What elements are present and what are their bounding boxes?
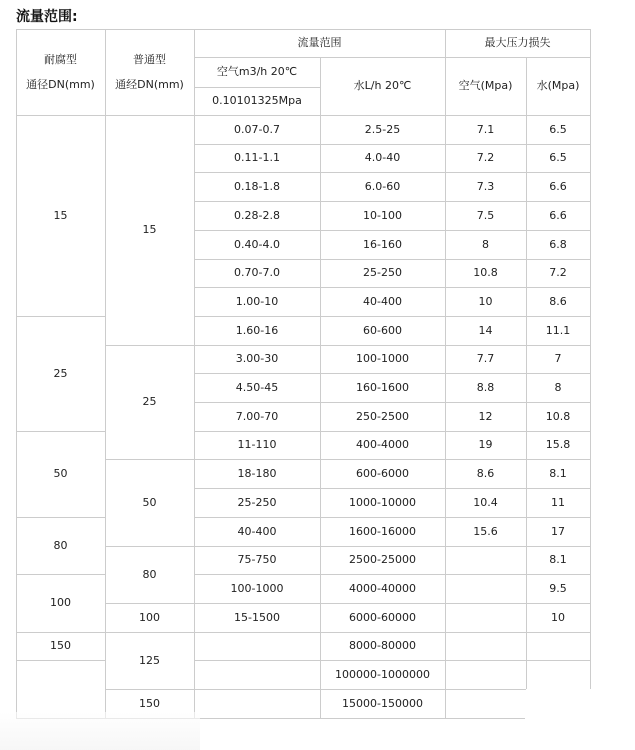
air-flow-cell: 1.00-10 [235, 294, 279, 308]
grid-line [445, 29, 446, 115]
air-flow-cell: 100-1000 [230, 581, 284, 595]
air-loss-cell: 7.1 [476, 122, 495, 136]
bottom-shadow [0, 712, 200, 750]
normal-dn-cell: 80 [142, 567, 157, 581]
water-loss-cell: 6.5 [549, 122, 567, 136]
air-loss-cell: 7.5 [476, 208, 495, 222]
water-loss-cell: 15.8 [545, 438, 571, 452]
water-loss-cell: 8.1 [549, 553, 567, 567]
header-normal-dn [105, 29, 194, 115]
normal-dn-cell: 50 [142, 495, 157, 509]
header-label: 通经DN(mm) [115, 78, 184, 91]
header-water-unit: 水L/h 20℃ [353, 79, 412, 93]
water-loss-cell: 7.2 [549, 266, 567, 280]
air-loss-cell: 19 [478, 438, 493, 452]
water-loss-cell: 7 [554, 352, 562, 366]
corrosion-dn-cell [16, 660, 105, 718]
water-loss-cell: 8 [554, 380, 562, 394]
water-flow-cell: 25-250 [363, 266, 402, 280]
water-flow-cell: 60-600 [363, 323, 402, 337]
water-flow-cell: 4.0-40 [364, 151, 401, 165]
header-label: 耐腐型 [44, 52, 77, 66]
grid-line [194, 230, 591, 231]
grid-line [445, 115, 446, 718]
water-flow-cell: 6.0-60 [364, 179, 401, 193]
header-flow-range: 流量范围 [297, 36, 342, 50]
air-flow-cell: 75-750 [237, 553, 277, 567]
water-flow-cell: 2500-25000 [349, 553, 416, 567]
water-loss-cell: 10 [551, 610, 565, 624]
air-flow-cell: 18-180 [237, 466, 277, 480]
air-loss-cell [445, 574, 526, 603]
air-loss-cell: 8.8 [476, 380, 495, 394]
air-loss-cell: 10.4 [473, 495, 498, 509]
air-loss-cell [445, 546, 526, 574]
air-loss-cell: 10 [478, 294, 493, 308]
water-flow-cell: 1000-10000 [349, 495, 416, 509]
air-loss-cell: 8.6 [476, 466, 495, 480]
air-flow-cell [194, 632, 320, 660]
header-air-mpa: 空气(Mpa) [458, 79, 513, 93]
air-flow-cell: 25-250 [237, 495, 277, 509]
header-label: 普通型 [133, 52, 166, 66]
normal-dn-cell: 100 [139, 610, 160, 624]
grid-line [526, 57, 527, 115]
air-flow-cell: 0.28-2.8 [234, 208, 280, 222]
header-air-unit: 空气m3/h 20℃ [216, 65, 298, 79]
normal-dn-cell: 15 [142, 223, 157, 237]
grid-line [194, 87, 320, 88]
water-flow-cell: 16-160 [363, 237, 402, 251]
water-loss-cell: 6.5 [549, 151, 567, 165]
air-flow-cell: 7.00-70 [235, 409, 279, 423]
corrosion-dn-cell: 150 [50, 639, 71, 653]
water-flow-cell: 4000-40000 [349, 581, 416, 595]
water-loss-cell: 6.8 [549, 237, 567, 251]
air-flow-cell: 4.50-45 [235, 380, 279, 394]
water-flow-cell: 10-100 [363, 208, 402, 222]
water-flow-cell: 160-1600 [356, 380, 409, 394]
corrosion-dn-cell: 80 [53, 538, 68, 552]
water-loss-cell: 17 [551, 524, 565, 538]
corrosion-dn-cell: 15 [53, 208, 68, 222]
water-flow-cell: 15000-150000 [342, 696, 423, 710]
air-loss-cell: 7.2 [476, 151, 495, 165]
grid-line [16, 115, 17, 718]
air-flow-cell: 0.18-1.8 [234, 179, 280, 193]
air-loss-cell: 14 [478, 323, 493, 337]
air-flow-cell [194, 660, 320, 689]
air-flow-cell: 0.07-0.7 [234, 122, 280, 136]
water-loss-cell: 8.6 [549, 294, 567, 308]
water-loss-cell [526, 632, 590, 660]
air-loss-cell: 10.8 [473, 266, 498, 280]
water-flow-cell: 600-6000 [356, 466, 409, 480]
air-loss-cell [445, 632, 526, 660]
water-flow-cell: 400-4000 [356, 438, 409, 452]
corrosion-dn-cell: 100 [50, 596, 71, 610]
air-flow-cell: 0.70-7.0 [234, 266, 280, 280]
corrosion-dn-cell: 25 [53, 366, 68, 380]
air-loss-cell [445, 660, 526, 689]
grid-line [590, 29, 591, 115]
normal-dn-cell: 150 [139, 696, 160, 710]
header-label: 通径DN(mm) [26, 78, 95, 91]
air-flow-cell: 15-1500 [234, 610, 280, 624]
water-loss-cell: 11.1 [545, 323, 571, 337]
water-loss-cell: 8.1 [549, 466, 567, 480]
header-corrosion-dn [16, 29, 105, 115]
water-loss-cell: 6.6 [549, 208, 567, 222]
air-flow-cell: 40-400 [237, 524, 277, 538]
water-flow-cell: 2.5-25 [364, 122, 401, 136]
grid-line [590, 115, 591, 689]
grid-line [105, 29, 106, 115]
grid-line [194, 57, 590, 58]
air-flow-cell: 3.00-30 [235, 352, 279, 366]
air-flow-cell: 11-110 [237, 438, 277, 452]
water-flow-cell: 8000-80000 [349, 639, 416, 653]
grid-line [16, 29, 17, 115]
water-loss-cell [526, 660, 590, 689]
air-loss-cell: 12 [478, 409, 493, 423]
water-flow-cell: 250-2500 [356, 409, 409, 423]
water-flow-cell: 100-1000 [356, 352, 409, 366]
water-flow-cell: 1600-16000 [349, 524, 416, 538]
air-flow-cell: 1.60-16 [235, 323, 279, 337]
grid-line [320, 115, 321, 718]
grid-line [445, 689, 526, 690]
grid-line [16, 29, 591, 30]
grid-line [105, 115, 106, 718]
grid-line [194, 29, 195, 115]
air-flow-cell: 0.40-4.0 [234, 237, 280, 251]
normal-dn-cell: 25 [142, 395, 157, 409]
water-flow-cell: 100000-1000000 [335, 667, 430, 681]
air-loss-cell [445, 603, 526, 632]
air-flow-cell [194, 689, 320, 718]
water-loss-cell: 9.5 [549, 581, 567, 595]
air-loss-cell: 7.7 [476, 352, 495, 366]
air-loss-cell: 8 [482, 237, 489, 251]
water-loss-cell: 11 [551, 495, 565, 509]
water-flow-cell: 6000-60000 [349, 610, 416, 624]
grid-line [320, 57, 321, 115]
grid-line [526, 115, 527, 689]
header-water-mpa: 水(Mpa) [536, 79, 580, 93]
header-max-pressure-loss: 最大压力损失 [484, 36, 551, 50]
corrosion-dn-cell: 50 [53, 467, 68, 481]
air-loss-cell: 15.6 [473, 524, 498, 538]
water-flow-cell: 40-400 [363, 294, 402, 308]
normal-dn-cell: 125 [139, 653, 160, 667]
water-loss-cell: 10.8 [545, 409, 571, 423]
water-loss-cell: 6.6 [549, 179, 567, 193]
section-title: 流量范围: [16, 9, 78, 25]
header-air-pressure: 0.10101325Mpa [212, 94, 302, 108]
air-loss-cell: 7.3 [476, 179, 495, 193]
air-flow-cell: 0.11-1.1 [234, 151, 280, 165]
grid-line [194, 115, 195, 718]
